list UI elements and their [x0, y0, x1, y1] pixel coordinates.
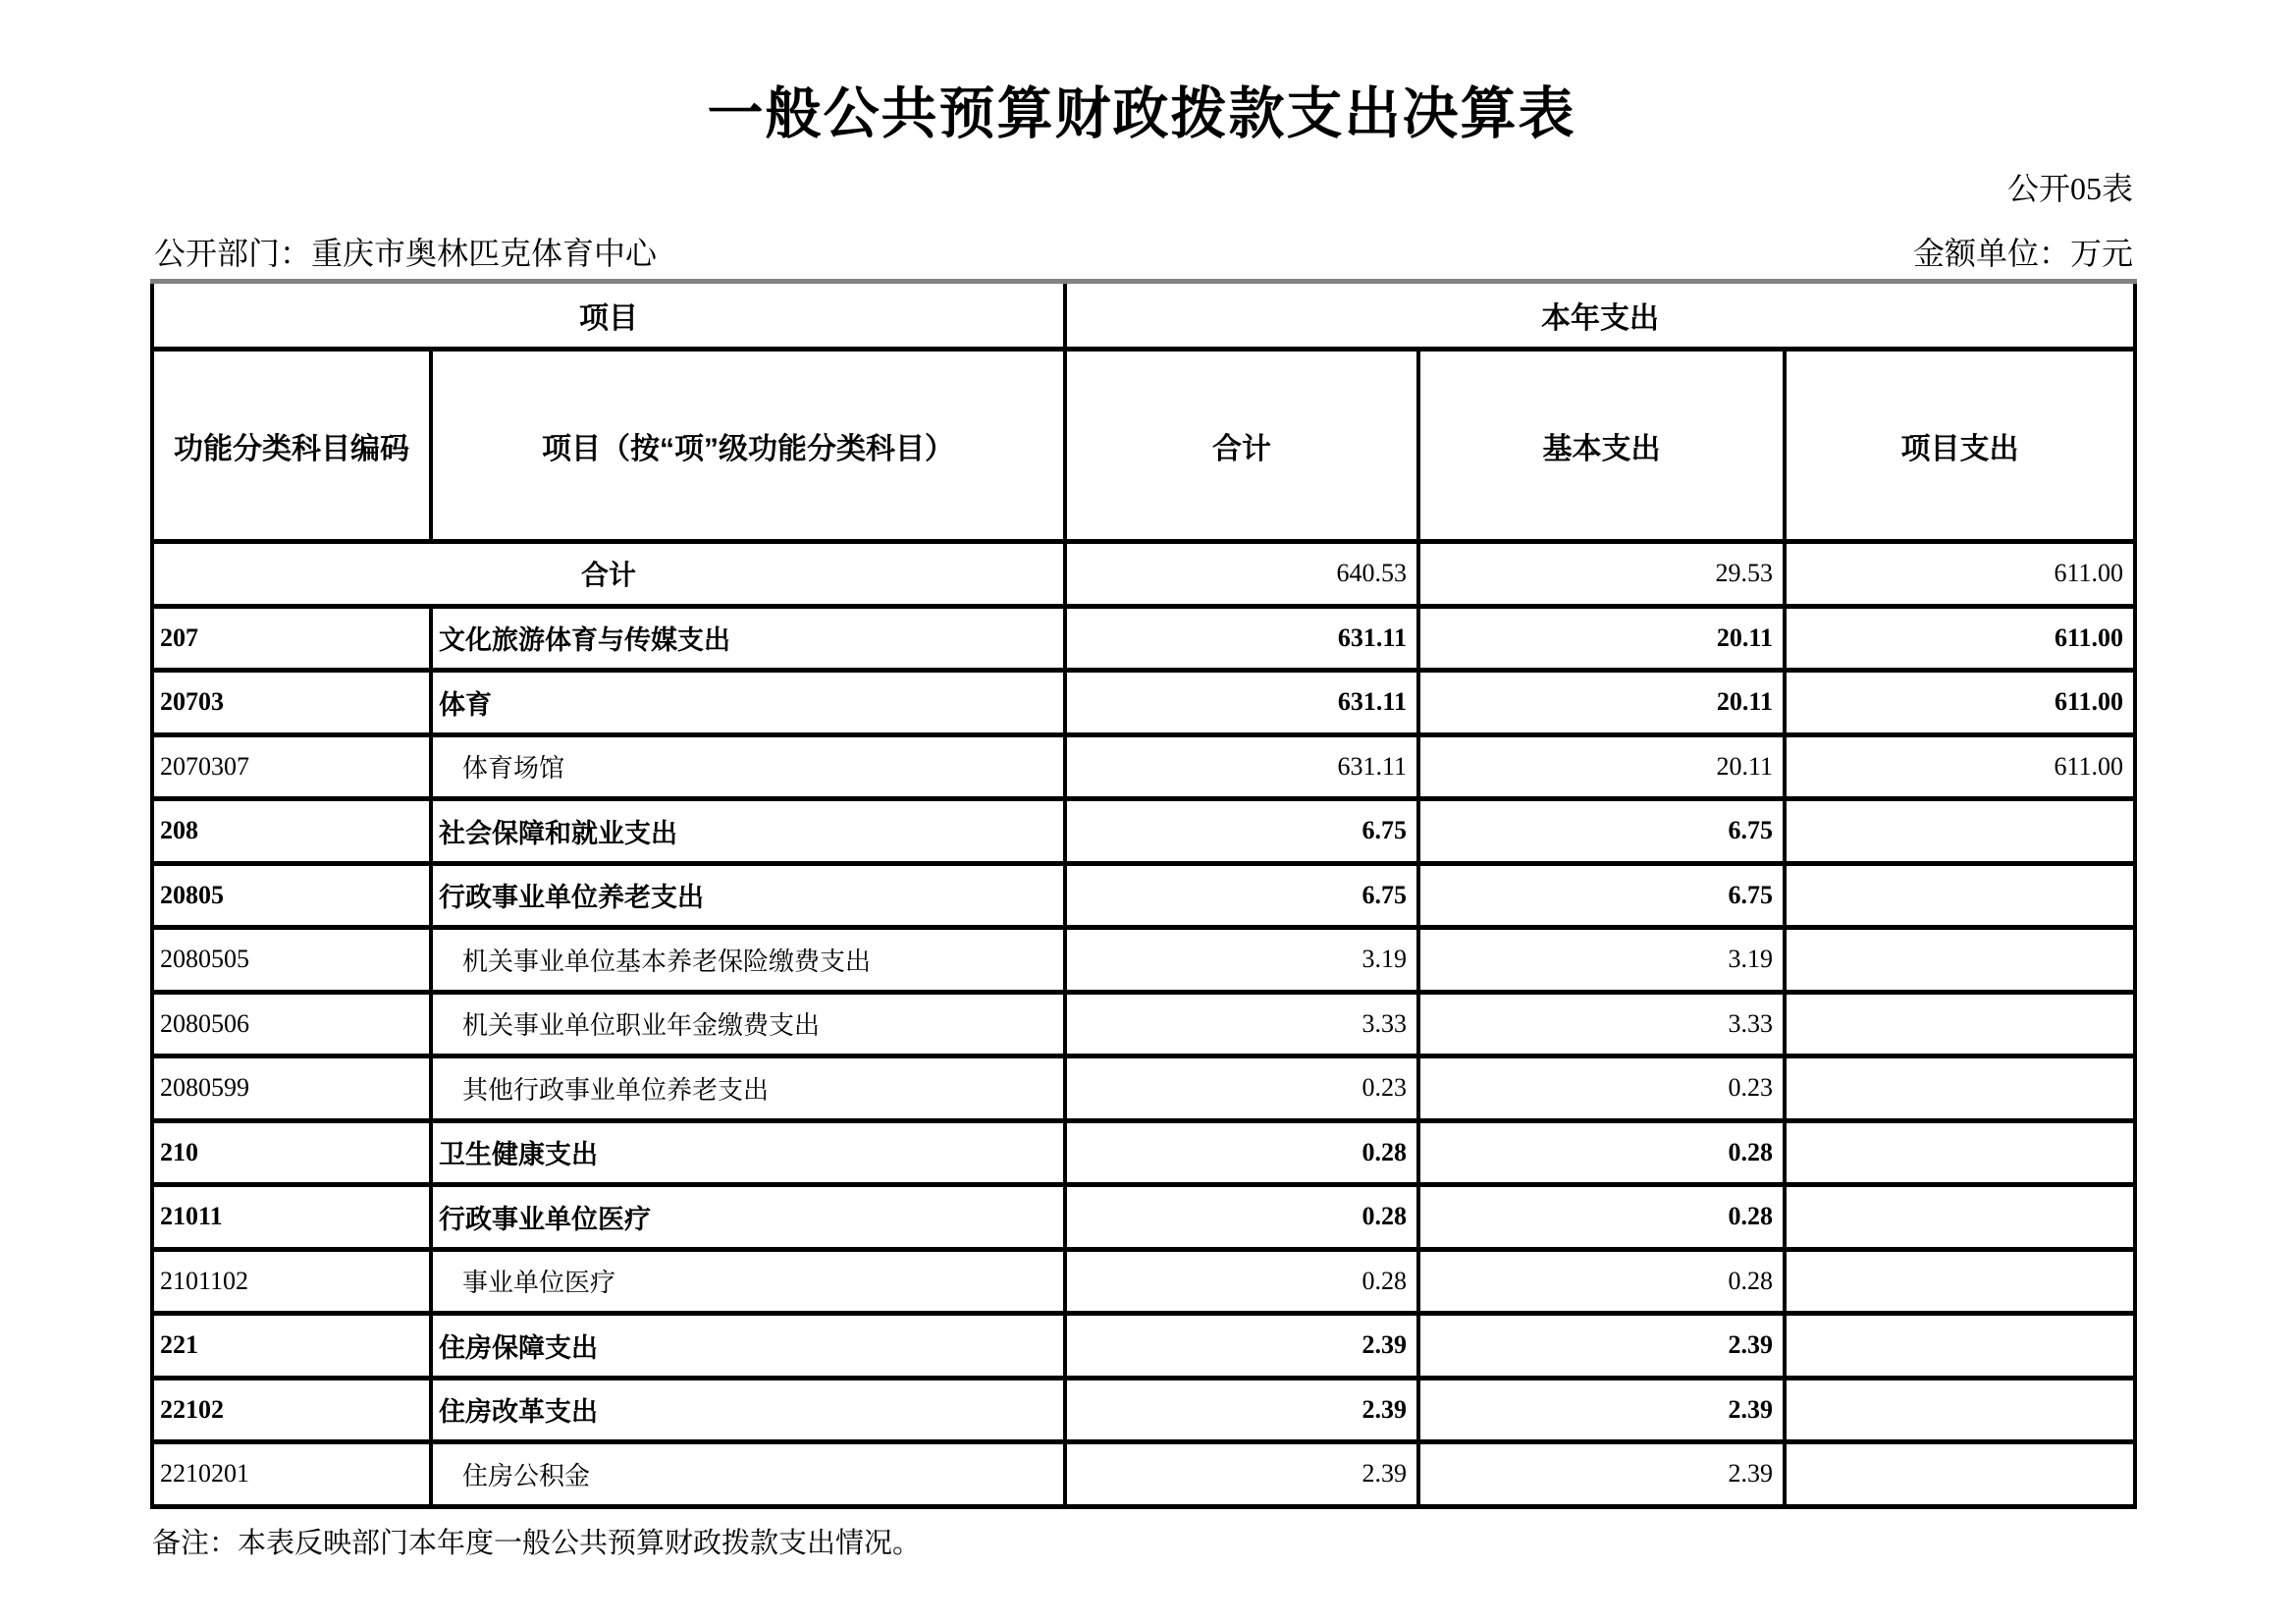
row-project: 611.00: [1785, 671, 2135, 735]
row-project: [1785, 1249, 2135, 1314]
row-basic: 6.75: [1418, 799, 1785, 864]
row-total: 3.33: [1065, 992, 1418, 1056]
row-total: 0.28: [1065, 1249, 1418, 1314]
row-project: [1785, 1378, 2135, 1442]
table-row-grand-total: [152, 542, 2135, 607]
table-row: [152, 1249, 2135, 1314]
row-name: 社会保障和就业支出: [431, 799, 1065, 864]
table-row: [152, 1056, 2135, 1121]
row-project: [1785, 1314, 2135, 1379]
row-name: 机关事业单位职业年金缴费支出: [431, 992, 1065, 1056]
row-name: 住房改革支出: [431, 1378, 1065, 1442]
row-basic: 3.33: [1418, 992, 1785, 1056]
row-project: [1785, 1056, 2135, 1121]
row-name: 住房公积金: [431, 1442, 1065, 1507]
row-name: 卫生健康支出: [431, 1120, 1065, 1185]
table-row: [152, 1378, 2135, 1442]
header-col-item-name: 项目（按“项”级功能分类科目）: [431, 350, 1065, 542]
row-basic: 3.19: [1418, 928, 1785, 993]
table-row: [152, 928, 2135, 993]
page-title: 一般公共预算财政拨款支出决算表: [707, 82, 1576, 145]
row-basic: 6.75: [1418, 863, 1785, 928]
table-row: [152, 734, 2135, 799]
expenditure-table: [150, 279, 2137, 1509]
row-code: 210: [152, 1120, 431, 1185]
row-basic: 2.39: [1418, 1314, 1785, 1379]
row-basic: 2.39: [1418, 1442, 1785, 1507]
footnote: 备注：本表反映部门本年度一般公共预算财政拨款支出情况。: [152, 1528, 922, 1559]
row-name: 机关事业单位基本养老保险缴费支出: [431, 928, 1065, 993]
row-total: 2.39: [1065, 1442, 1418, 1507]
grand-total-sum: 640.53: [1065, 542, 1418, 607]
grand-total-label: 合计: [152, 542, 1065, 607]
row-name: 行政事业单位养老支出: [431, 863, 1065, 928]
row-basic: 20.11: [1418, 734, 1785, 799]
row-total: 6.75: [1065, 863, 1418, 928]
row-code: 20703: [152, 671, 431, 735]
row-code: 2080599: [152, 1056, 431, 1121]
row-total: 0.28: [1065, 1185, 1418, 1250]
header-project-group: 项目: [152, 282, 1065, 350]
header-current-year-group: 本年支出: [1065, 282, 2135, 350]
row-code: 2070307: [152, 734, 431, 799]
row-project: 611.00: [1785, 606, 2135, 671]
row-code: 2080506: [152, 992, 431, 1056]
row-project: [1785, 1442, 2135, 1507]
row-total: 631.11: [1065, 734, 1418, 799]
row-basic: 2.39: [1418, 1378, 1785, 1442]
row-code: 207: [152, 606, 431, 671]
row-total: 2.39: [1065, 1314, 1418, 1379]
department-label: 公开部门：重庆市奥林匹克体育中心: [154, 236, 658, 271]
amount-unit-label: 金额单位：万元: [1912, 236, 2133, 271]
grand-total-basic: 29.53: [1418, 542, 1785, 607]
row-basic: 0.23: [1418, 1056, 1785, 1121]
table-row: [152, 1120, 2135, 1185]
row-name: 行政事业单位医疗: [431, 1185, 1065, 1250]
row-code: 2080505: [152, 928, 431, 993]
table-row: [152, 1185, 2135, 1250]
header-columns-row: [152, 350, 2135, 542]
row-project: [1785, 928, 2135, 993]
table-code-label: 公开05表: [2006, 171, 2133, 206]
grand-total-project: 611.00: [1785, 542, 2135, 607]
row-basic: 20.11: [1418, 606, 1785, 671]
table-row: [152, 1314, 2135, 1379]
row-total: 3.19: [1065, 928, 1418, 993]
row-basic: 0.28: [1418, 1249, 1785, 1314]
header-group-row: [152, 282, 2135, 350]
row-name: 体育: [431, 671, 1065, 735]
row-code: 2210201: [152, 1442, 431, 1507]
row-code: 2101102: [152, 1249, 431, 1314]
row-total: 0.23: [1065, 1056, 1418, 1121]
row-project: [1785, 1185, 2135, 1250]
table-row: [152, 606, 2135, 671]
row-name: 住房保障支出: [431, 1314, 1065, 1379]
row-name: 事业单位医疗: [431, 1249, 1065, 1314]
header-col-project-expenditure: 项目支出: [1785, 350, 2135, 542]
row-project: [1785, 1120, 2135, 1185]
row-total: 6.75: [1065, 799, 1418, 864]
row-name: 体育场馆: [431, 734, 1065, 799]
table-row: [152, 863, 2135, 928]
row-code: 22102: [152, 1378, 431, 1442]
row-code: 221: [152, 1314, 431, 1379]
row-project: 611.00: [1785, 734, 2135, 799]
row-total: 631.11: [1065, 606, 1418, 671]
row-basic: 0.28: [1418, 1120, 1785, 1185]
header-col-function-code: 功能分类科目编码: [152, 350, 431, 542]
row-name: 文化旅游体育与传媒支出: [431, 606, 1065, 671]
row-project: [1785, 992, 2135, 1056]
row-total: 0.28: [1065, 1120, 1418, 1185]
row-code: 21011: [152, 1185, 431, 1250]
row-basic: 0.28: [1418, 1185, 1785, 1250]
row-name: 其他行政事业单位养老支出: [431, 1056, 1065, 1121]
row-basic: 20.11: [1418, 671, 1785, 735]
table-row: [152, 671, 2135, 735]
header-col-basic-expenditure: 基本支出: [1418, 350, 1785, 542]
row-total: 2.39: [1065, 1378, 1418, 1442]
meta-row: [154, 229, 2133, 274]
table-row: [152, 1442, 2135, 1507]
table-row: [152, 992, 2135, 1056]
row-total: 631.11: [1065, 671, 1418, 735]
row-project: [1785, 799, 2135, 864]
table-row: [152, 799, 2135, 864]
row-project: [1785, 863, 2135, 928]
row-code: 20805: [152, 863, 431, 928]
row-code: 208: [152, 799, 431, 864]
header-col-total: 合计: [1065, 350, 1418, 542]
